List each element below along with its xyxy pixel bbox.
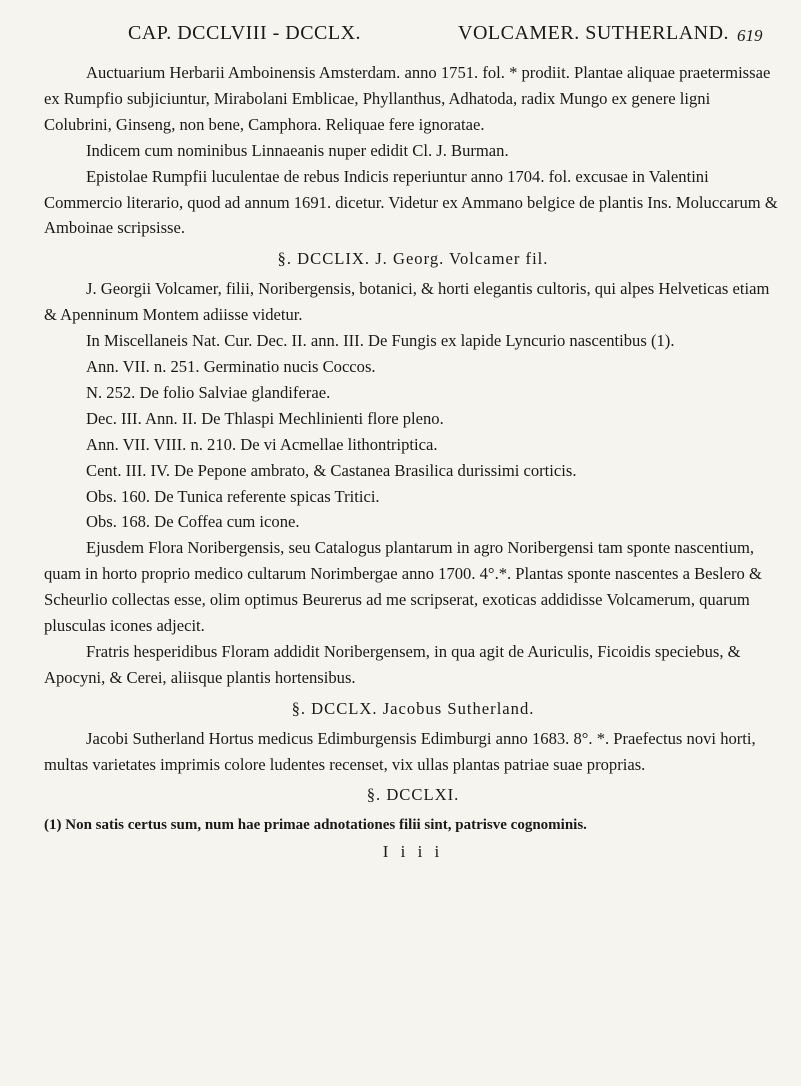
section-heading-dcclxi: §. DCCLXI. <box>366 785 460 805</box>
section-heading-dcclx: §. DCCLX. Jacobus Sutherland. <box>291 698 535 718</box>
footnote: (1) Non satis certus sum, num hae primae adnotationes filii sint, patrisve cognominis. <box>44 817 587 834</box>
list-item: Cent. III. IV. De Pepone ambrato, & Castanea Brasilica durissimi corticis. <box>86 460 577 480</box>
page-number: 619 <box>737 26 763 45</box>
paragraph-sutherland: Jacobi Sutherland Hortus medicus Edimburgensis Edimburgi anno 1683. 8°. *. Praefectus novi horti, multas varietates imprimis colore ludentes recenset, vix ullas plantas patriae suae proprias. <box>44 728 756 774</box>
paragraph-fratris: Fratris hesperidibus Floram addidit Noribergensem, in qua agit de Auriculis, Ficoidis speciebus, & Apocyni, & Cerei, aliisque plantis hortensibus. <box>44 641 741 687</box>
list-item: Ann. VII. n. 251. Germinatio nucis Coccos. <box>86 356 376 376</box>
running-header <box>0 20 801 60</box>
paragraph-index: Indicem cum nominibus Linnaeanis nuper edidit Cl. J. Burman. <box>86 140 509 160</box>
paragraph-epistolae: Epistolae Rumpfii luculentae de rebus Indicis reperiuntur anno 1704. fol. excusae in Valentini Commercio literario, quod ad annum 1691. dicetur. Videtur ex Ammano belgice de plantis Ins. Moluccarum & Amboinae scripsisse. <box>44 166 778 238</box>
main-text <box>44 60 782 865</box>
header-chapter: CAP. DCCLVIII - DCCLX. <box>128 22 362 44</box>
list-item: N. 252. De folio Salviae glandiferae. <box>86 382 331 402</box>
header-title: VOLCAMER. SUTHERLAND. <box>458 22 730 44</box>
paragraph-flora: Ejusdem Flora Noribergensis, seu Catalogus plantarum in agro Noribergensi tam sponte nascentium, quam in horto proprio medico cultarum Norimbergae anno 1700. 4°.*. Plantas sponte nascentes a Beslero & Scheurlio collectas esse, olim optimus Beurerus ad me scripserat, exoticas addidisse Volcamerum, quarum plusculas icones adjecit. <box>44 538 762 636</box>
paragraph-auctuarium: Auctuarium Herbarii Amboinensis Amsterdam. anno 1751. fol. * prodiit. Plantae aliquae praetermissae ex Rumpfio subjiciuntur, Mirabolani Emblicae, Phyllanthus, Adhatoda, radix Mungo ex genere ligni Colubrini, Ginseng, non bene, Camphora. Reliquae fere ignoratae. <box>44 63 771 134</box>
list-item: Ann. VII. VIII. n. 210. De vi Acmellae lithontriptica. <box>86 434 438 454</box>
section-heading-dcclix: §. DCCLIX. J. Georg. Volcamer fil. <box>277 249 549 269</box>
list-item: Obs. 168. De Coffea cum icone. <box>86 512 300 532</box>
paragraph-volcamer-intro: J. Georgii Volcamer, filii, Noribergensis, botanici, & horti elegantis cultoris, qui alpes Helveticas etiam & Apenninum Montem adiisse videtur. <box>44 279 770 325</box>
list-item: Obs. 160. De Tunica referente spicas Tritici. <box>86 486 380 506</box>
paragraph-miscellanea: In Miscellaneis Nat. Cur. Dec. II. ann. III. De Fungis ex lapide Lyncurio nascentibus (1). <box>86 331 675 351</box>
signature-mark: I i i i <box>382 842 444 862</box>
list-item: Dec. III. Ann. II. De Thlaspi Mechlinienti flore pleno. <box>86 408 444 428</box>
